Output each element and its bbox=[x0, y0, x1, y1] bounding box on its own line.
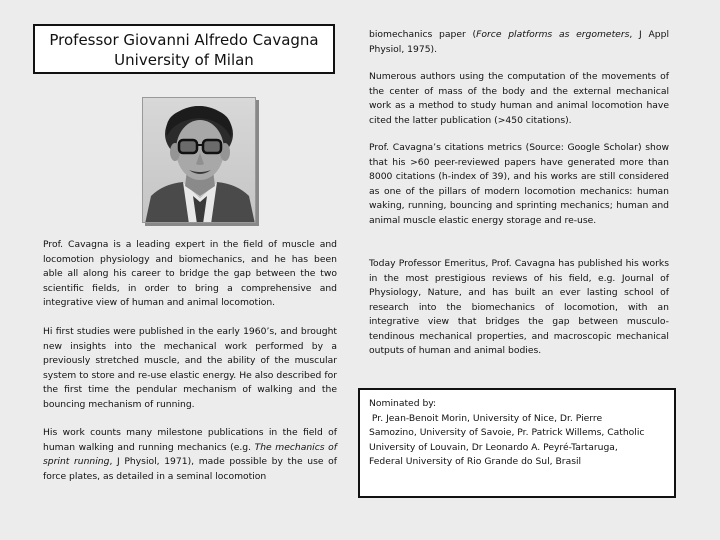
professor-name: Professor Giovanni Alfredo Cavagna bbox=[49, 31, 319, 49]
p0-text-b: , J Appl Physiol, 1975). bbox=[369, 29, 669, 55]
p3-publication-title: The mechanics of sprint running bbox=[43, 441, 337, 467]
bio-paragraph-2: Hi first studies were published in the early 1960’s, and brought new insights into the mechanical work performed by a previously stretched muscle, and the ability of the muscular system to store and re-use elastic energy. He also described for the first time the pendular mechanism of walking and the bouncing mechanism of running. bbox=[43, 326, 337, 410]
portrait-image bbox=[143, 98, 256, 223]
university-name: University of Milan bbox=[114, 51, 254, 69]
nominator-line: University of Louvain, Dr Leonardo A. Peyré-Tartaruga, bbox=[369, 441, 618, 453]
bio-paragraph-5: Prof. Cavagna’s citations metrics (Source: Google Scholar) show that his >60 peer-reviewed papers have generated more than 8000 citations (h-index of 39), and his works are still considered as one of the pillars of modern locomotion mechanics: human waking, running, bouncing and sprinting mechanics; human and animal muscle elastic energy storage and re-use. bbox=[369, 142, 669, 226]
portrait-photo bbox=[142, 97, 256, 223]
bio-paragraph-3 bbox=[43, 426, 337, 484]
bio-paragraph-1: Prof. Cavagna is a leading expert in the field of muscle and locomotion physiology and biomechanics, and he has been able all along his career to bridge the gap between the two scientific fields, in order to bring a comprehensive and integrative view of human and animal locomotion. bbox=[43, 239, 337, 308]
nominator-line: Pr. Jean-Benoit Morin, University of Nice, Dr. Pierre bbox=[369, 412, 603, 424]
bio-paragraph-4: Numerous authors using the computation of the movements of the center of mass of the body and the external mechanical work as a method to study human and animal locomotion have cited the latter publication (>450 citations). bbox=[369, 71, 669, 126]
p3-text-a: His work counts many milestone publications in the field of human walking and running mechanics (e.g. bbox=[43, 427, 337, 453]
p0-text-a: biomechanics paper ( bbox=[369, 29, 477, 40]
bio-paragraph-6: Today Professor Emeritus, Prof. Cavagna has published his works in the most prestigious reviews of his field, e.g. Journal of Physiology, Nature, and has built an ever lasting school of research into the biomechanics of locomotion, with an integrative view that bridges the gap between musculo-tendinous mechanical properties, and macroscopic mechanical outputs of human and animal bodies. bbox=[369, 258, 669, 356]
nominator-line: Samozino, University of Savoie, Pr. Patrick Willems, Catholic bbox=[369, 427, 645, 438]
p3-text-b: , J Physiol, 1971), made possible by the use of force plates, as detailed in a seminal locomotion bbox=[43, 456, 338, 482]
nomination-label: Nominated by: bbox=[369, 398, 437, 409]
nomination-box bbox=[358, 388, 676, 498]
bio-paragraph-continued bbox=[369, 28, 669, 57]
nominator-line: Federal University of Rio Grande do Sul, Brasil bbox=[369, 456, 582, 467]
p0-publication-title: Force platforms as ergometers bbox=[476, 29, 630, 40]
title-box bbox=[33, 24, 335, 74]
